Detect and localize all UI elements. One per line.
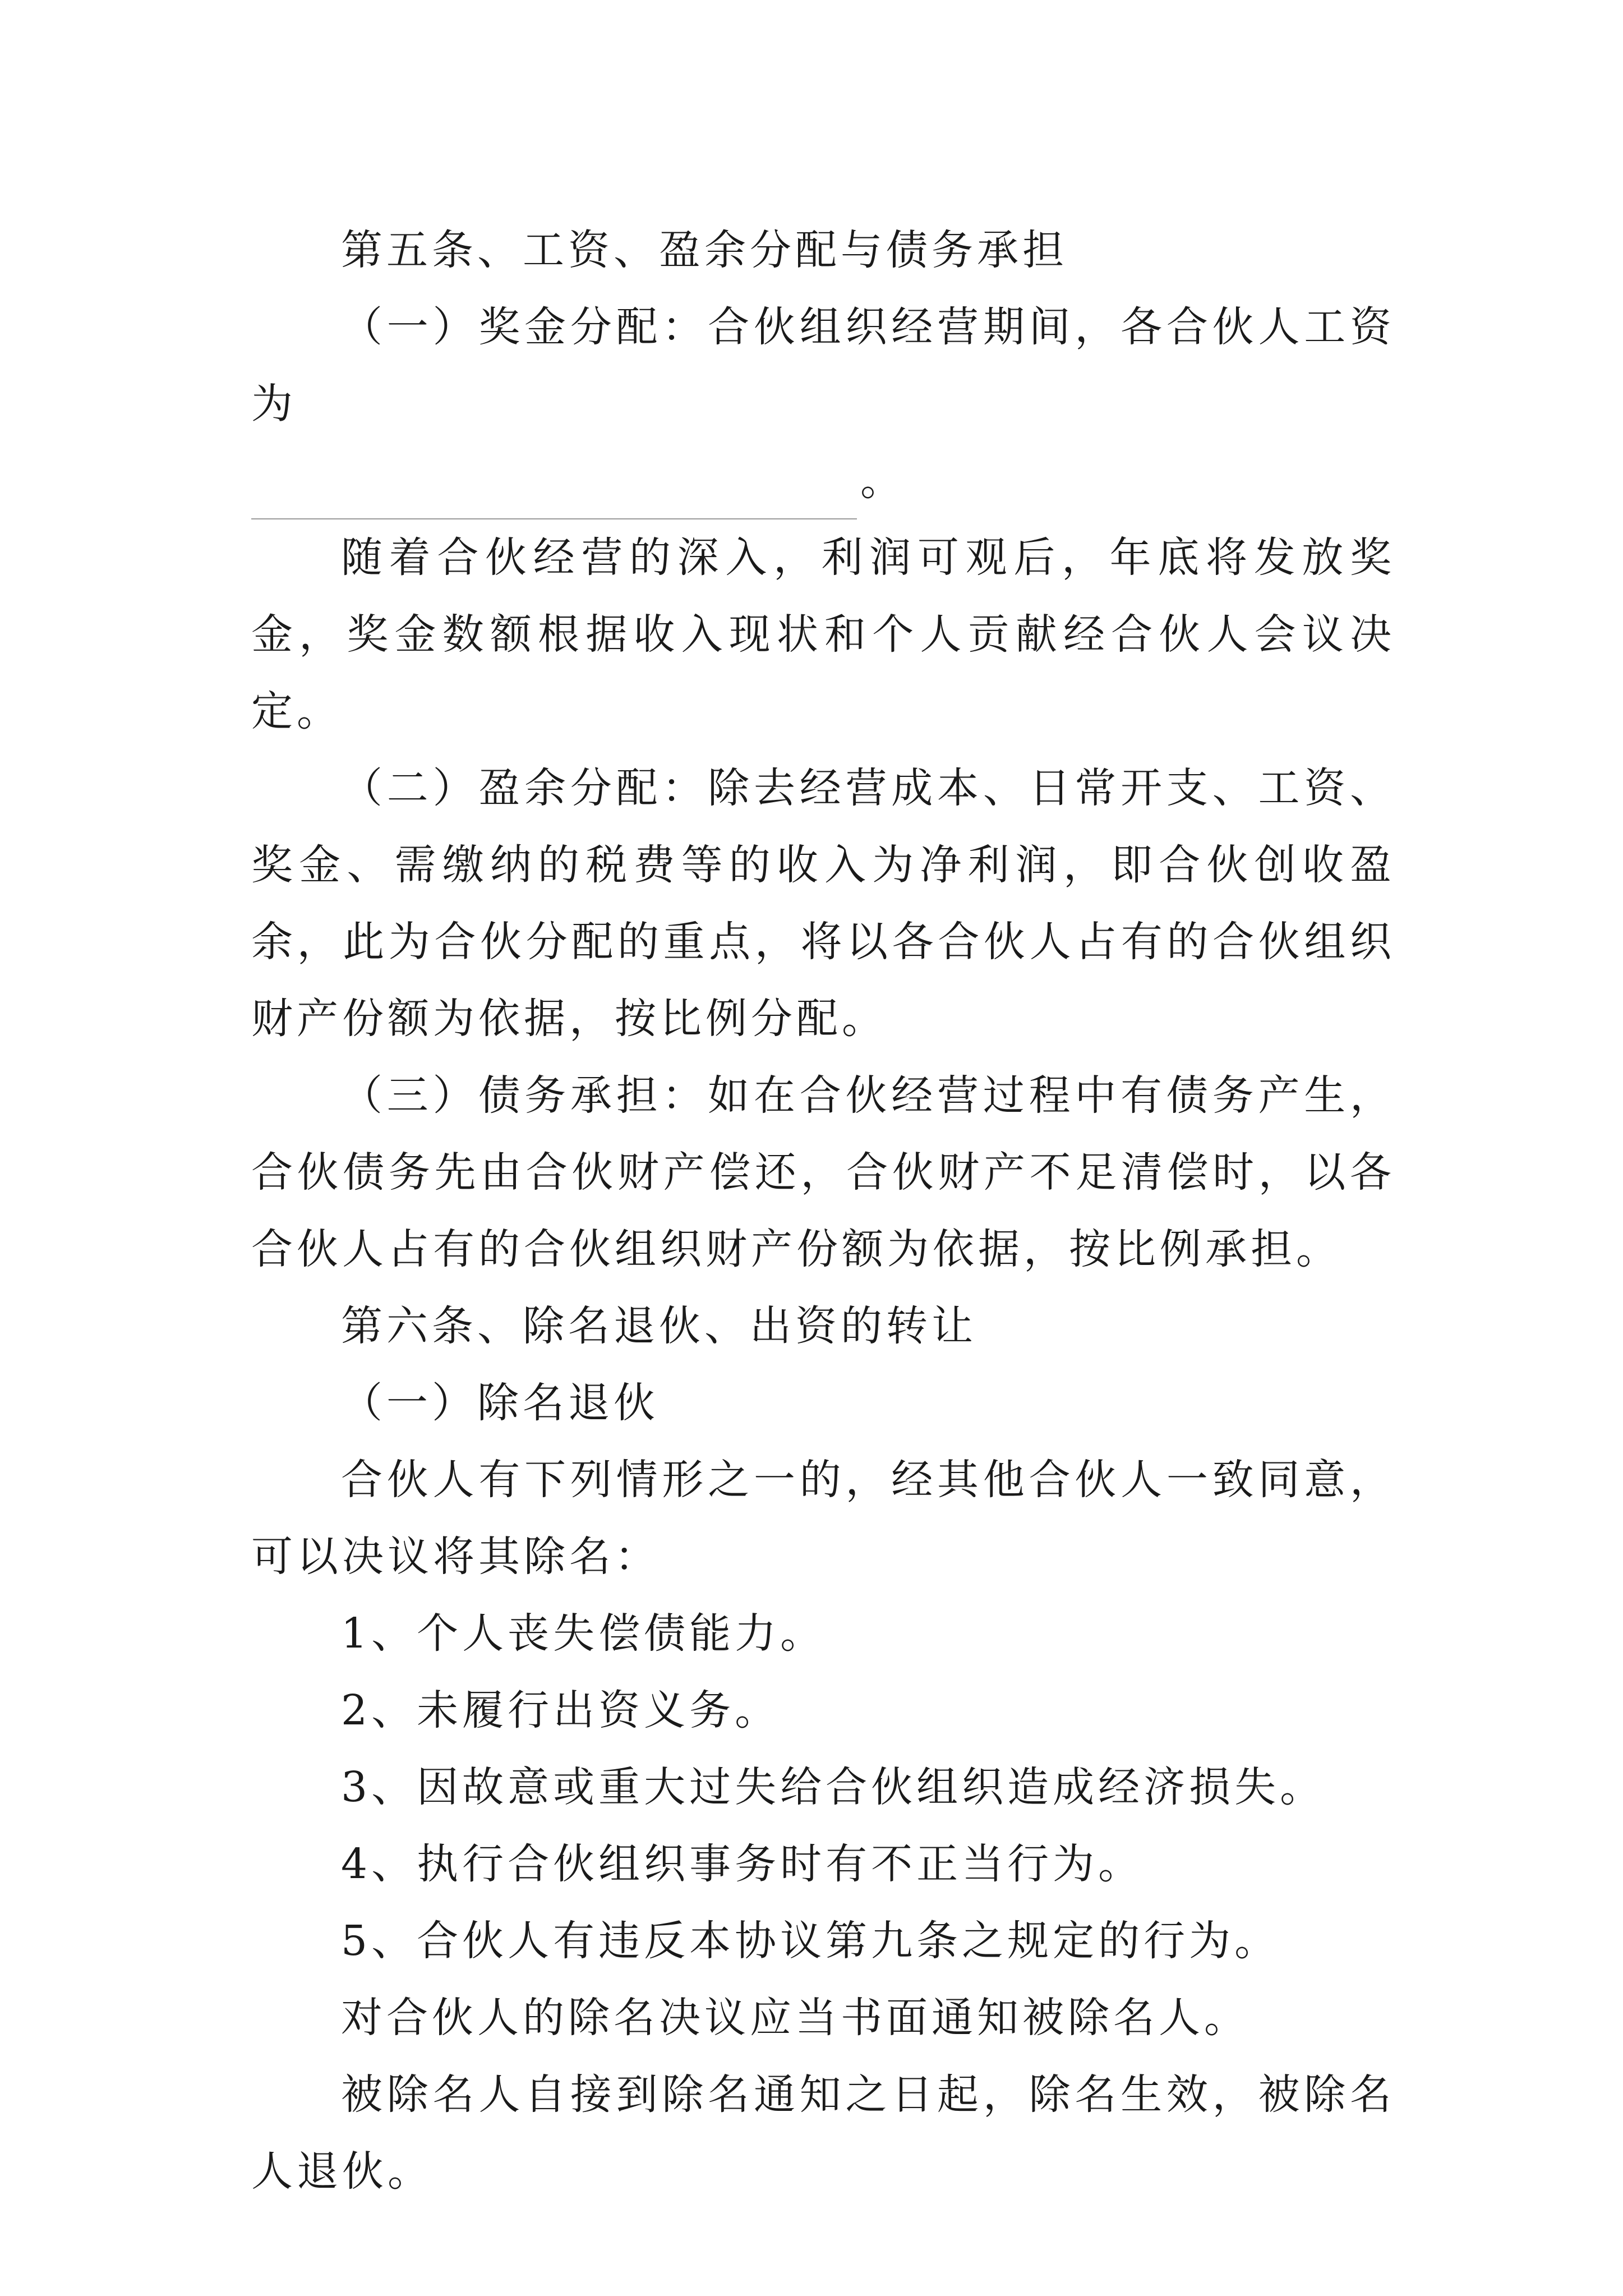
notice-paragraph: 对合伙人的除名决议应当书面通知被除名人。 (341, 1994, 1249, 2042)
list-item: 5、合伙人有违反本协议第九条之规定的行为。 (341, 1917, 1280, 1965)
list-item: 4、执行合伙组织事务时有不正当行为。 (341, 1840, 1144, 1888)
expulsion-subheading: （一）除名退伙 (341, 1379, 659, 1427)
article-5-heading: 第五条、工资、盈余分配与债务承担 (341, 226, 1068, 274)
surplus-allocation-paragraph: （二）盈余分配：除去经营成本、日常开支、工资、奖金、需缴纳的税费等的收入为净利润，即合伙创收盈余，此为合伙分配的重点，将以各合伙人占有的合伙组织财产份额为依据，按比例分配。 (251, 764, 1395, 1043)
list-item: 3、因故意或重大过失给合伙组织造成经济损失。 (341, 1763, 1326, 1811)
wage-blank-period: 。 (860, 457, 906, 505)
document-body (251, 212, 1395, 2210)
list-item: 2、未履行出资义务。 (341, 1686, 781, 1734)
expulsion-intro-paragraph: 合伙人有下列情形之一的，经其他合伙人一致同意，可以决议将其除名： (251, 1456, 1395, 1581)
wage-fill-in-blank (251, 471, 857, 519)
list-item: 1、个人丧失偿债能力。 (341, 1609, 826, 1658)
effective-paragraph: 被除名人自接到除名通知之日起，除名生效，被除名人退伙。 (251, 2070, 1395, 2196)
wage-blank-line (251, 443, 1395, 519)
debt-bearing-paragraph: （三）债务承担：如在合伙经营过程中有债务产生，合伙债务先由合伙财产偿还，合伙财产不足清偿时，以各合伙人占有的合伙组织财产份额为依据，按比例承担。 (251, 1071, 1395, 1273)
article-6-heading: 第六条、除名退伙、出资的转让 (341, 1302, 977, 1350)
bonus-detail-paragraph: 随着合伙经营的深入，利润可观后，年底将发放奖金，奖金数额根据收入现状和个人贡献经合伙人会议决定。 (251, 533, 1395, 735)
bonus-allocation-paragraph: （一）奖金分配：合伙组织经营期间，各合伙人工资为 (251, 303, 1395, 428)
